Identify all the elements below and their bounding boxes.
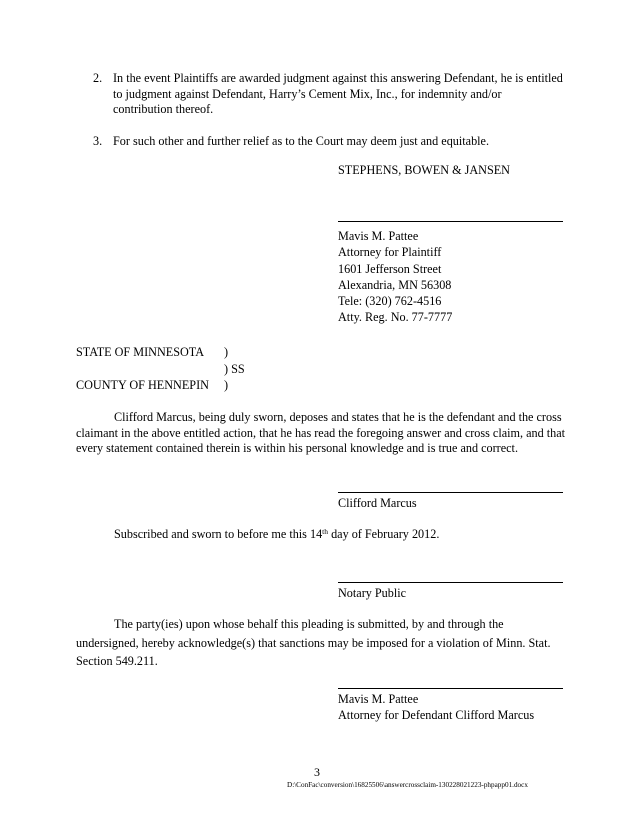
attorney-title: Attorney for Plaintiff [338, 245, 442, 260]
attorney-city: Alexandria, MN 56308 [338, 277, 452, 292]
attorney-phone: Tele: (320) 762-4516 [338, 294, 442, 309]
venue-parentheses [224, 344, 245, 394]
final-signature-block [338, 691, 534, 724]
jurat-text-after: day of February 2012. [328, 527, 440, 541]
attorney-name: Mavis M. Pattee [338, 229, 419, 243]
numbered-item-2 [93, 71, 563, 118]
attorney-street: 1601 Jefferson Street [338, 261, 442, 276]
notary-label: Notary Public [338, 586, 407, 600]
final-signer-name: Mavis M. Pattee [338, 692, 419, 706]
paren-close: ) [224, 378, 229, 392]
final-signer-title: Attorney for Defendant Clifford Marcus [338, 708, 535, 723]
attorney-reg-number: Atty. Reg. No. 77-7777 [338, 310, 453, 325]
affidavit-paragraph: Clifford Marcus, being duly sworn, deposes and states that he is the defendant and the cross claimant in the above entitled action, that he has read the foregoing answer and cross claim, and that every statement contained therein is within his personal knowledge and is true and correct. [76, 410, 566, 456]
venue-state: STATE OF MINNESOTA [76, 345, 205, 359]
item-text: In the event Plaintiffs are awarded judgment against this answering Defendant, he is entitled to judgment against Defendant, Harry’s Cement Mix, Inc., for indemnity and/or contribution thereof. [113, 71, 563, 117]
item-text: For such other and further relief as to the Court may deem just and equitable. [113, 134, 490, 148]
signature-line-final [338, 688, 563, 689]
sanctions-paragraph: The party(ies) upon whose behalf this pleading is submitted, by and through the undersigned, hereby acknowledge(s) that sanctions may be imposed for a violation of Minn. Stat. Section 549.211. [76, 617, 551, 668]
signature-line-affiant [338, 492, 563, 493]
jurat-text-before: Subscribed and sworn to before me this 14 [114, 527, 323, 541]
signature-line-notary [338, 582, 563, 583]
numbered-item-3 [93, 134, 563, 150]
page-number: 3 [314, 765, 320, 779]
jurat-superscript: th [322, 527, 329, 536]
file-path: D:\ConFac\conversion\16825506\answercrossclaim-130228021223-phpapp01.docx [287, 781, 528, 789]
affiant-name: Clifford Marcus [338, 496, 417, 510]
item-number: 2. [93, 71, 103, 85]
venue-block [76, 344, 209, 394]
attorney-signature-block [338, 228, 452, 326]
venue-ss: ) SS [224, 361, 245, 376]
signature-line-attorney [338, 221, 563, 222]
jurat-line [114, 527, 439, 543]
firm-name: STEPHENS, BOWEN & JANSEN [338, 163, 510, 177]
paren-open: ) [224, 345, 229, 359]
item-number: 3. [93, 134, 103, 148]
venue-county: COUNTY OF HENNEPIN [76, 378, 209, 392]
